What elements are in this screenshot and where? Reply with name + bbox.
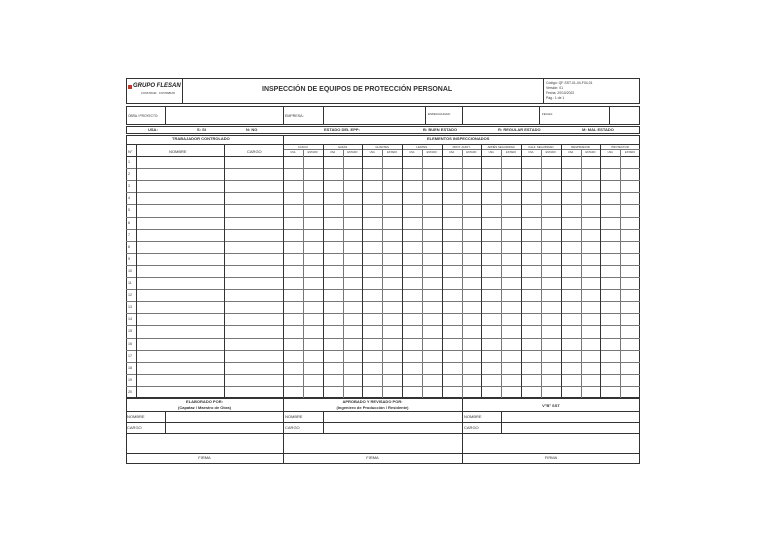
grid-line [481, 144, 482, 398]
grid-line [283, 135, 284, 398]
estado-subheader: ESTADO [387, 151, 398, 154]
row-number: 6 [128, 220, 130, 225]
row-number: 3 [128, 184, 130, 189]
legend-no: N: NO [246, 127, 258, 132]
row-number: 7 [128, 232, 130, 237]
grid-line [136, 144, 137, 398]
usa-subheader: USA [369, 151, 375, 154]
usa-subheader: USA [528, 151, 534, 154]
legend-usa: USA: [148, 127, 158, 132]
estado-subheader: ESTADO [545, 151, 556, 154]
row-number: 17 [128, 353, 132, 358]
row-number: 8 [128, 244, 130, 249]
row-number: 9 [128, 256, 130, 261]
row-number: 19 [128, 377, 132, 382]
col-n-header: N° [128, 149, 133, 154]
row-number: 16 [128, 341, 132, 346]
element-header: GUANTES [375, 145, 389, 149]
estado-subheader: ESTADO [466, 151, 477, 154]
cargo-label-1: CARGO [127, 425, 142, 430]
grid-line [620, 149, 621, 398]
grid-line [521, 144, 522, 398]
doc-version: Versión: 01 [546, 86, 563, 90]
row-number: 12 [128, 293, 132, 298]
grid-line [402, 144, 403, 398]
element-header: LENTES [416, 145, 428, 149]
usa-subheader: USA [330, 151, 336, 154]
grid-line [581, 149, 582, 398]
firma-label-2: FIRMA [366, 455, 379, 460]
element-header: ARNÉS SEGURIDAD [487, 145, 515, 149]
legend-estado: ESTADO DEL EPP: [324, 127, 360, 132]
grid-line [382, 149, 383, 398]
element-header: CALZ. SEGURIDAD [528, 145, 554, 149]
legend-malo: M: MAL ESTADO [582, 127, 614, 132]
usa-subheader: USA [568, 151, 574, 154]
empresa-label: EMPRESA: [285, 114, 304, 118]
cargo-label-2: CARGO [285, 425, 300, 430]
usa-subheader: USA [488, 151, 494, 154]
logo-tagline: CONSTRUIR · CONTRIBUIR [141, 92, 175, 95]
firma-label-1: FIRMA [198, 455, 211, 460]
row-number: 5 [128, 208, 130, 213]
nombre-label-2: NOMBRE [285, 414, 303, 419]
grid-line [541, 149, 542, 398]
cargo-label-3: CARGO [464, 425, 479, 430]
especialidad-label: ESPECIALIDAD: [428, 112, 451, 116]
page-title: INSPECCIÓN DE EQUIPOS DE PROTECCIÓN PERSONAL [262, 86, 453, 93]
col-cargo-header: CARGO [247, 149, 262, 154]
grid-line [442, 144, 443, 398]
estado-subheader: ESTADO [307, 151, 318, 154]
grid-line [422, 149, 423, 398]
elementos-header: ELEMENTOS INSPECCIONADOS [427, 136, 490, 141]
legend-bueno: B: BUEN ESTADO [423, 127, 458, 132]
aprobado-sub: (Ingeniero de Producción / Residente) [336, 405, 409, 410]
grid-line [501, 149, 502, 398]
row-number: 20 [128, 389, 132, 394]
row-number: 2 [128, 172, 130, 177]
element-header: PROTECTOR [611, 145, 629, 149]
grid-line [362, 144, 363, 398]
legend-regular: R: REGULAR ESTADO [498, 127, 541, 132]
vb-sst: V°B° SST [542, 403, 560, 408]
estado-subheader: ESTADO [426, 151, 437, 154]
doc-page: Pág.: 1 de 1 [546, 96, 565, 100]
obra-label: OBRA / PROYECTO: [128, 114, 159, 118]
nombre-label-1: NOMBRE [127, 414, 145, 419]
grid-line [323, 144, 324, 398]
row-number: 4 [128, 196, 130, 201]
doc-code: Código: QF-SST-01-04-F04-01 [546, 81, 593, 85]
grid-line [126, 144, 283, 145]
grid-line [303, 149, 304, 398]
grid-line [561, 144, 562, 398]
fecha-label: FECHA: [542, 112, 554, 116]
grid-line [600, 144, 601, 398]
project-info-row [126, 106, 640, 125]
grid-line [343, 149, 344, 398]
usa-subheader: USA [607, 151, 613, 154]
usa-subheader: USA [409, 151, 415, 154]
firma-label-3: FIRMA [544, 455, 558, 460]
estado-subheader: ESTADO [625, 151, 636, 154]
element-header: GAFAS [337, 145, 348, 149]
row-number: 11 [128, 281, 132, 285]
usa-subheader: USA [290, 151, 296, 154]
element-header: PROT. AUDIT. [452, 145, 471, 149]
row-number: 15 [128, 329, 132, 334]
col-nombre-header: NOMBRE [169, 149, 187, 154]
elaborado-title: ELABORADO POR: [186, 399, 223, 404]
element-header: CASCO [297, 145, 308, 149]
logo-brand: GRUPO FLESAN [133, 83, 181, 89]
usa-subheader: USA [449, 151, 455, 154]
element-header: RESPIRADOR [571, 145, 590, 149]
grid-line [462, 149, 463, 398]
legend-si: S: SI [197, 127, 206, 132]
aprobado-title: APROBADO Y REVISADO POR: [342, 399, 403, 404]
row-number: 13 [128, 305, 132, 310]
estado-subheader: ESTADO [585, 151, 596, 154]
grid-line [224, 144, 225, 398]
row-number: 1 [128, 160, 130, 164]
elaborado-sub: (Capataz / Maestro de Obra) [178, 405, 231, 410]
logo-mark [128, 85, 132, 89]
trabajador-header: TRABAJADOR CONTROLADO [172, 136, 230, 141]
nombre-label-3: NOMBRE [464, 414, 482, 419]
row-number: 10 [128, 268, 132, 273]
estado-subheader: ESTADO [347, 151, 358, 154]
row-number: 14 [128, 317, 132, 322]
doc-date: Fecha: 20/10/2022 [546, 91, 575, 95]
row-number: 18 [128, 365, 132, 370]
estado-subheader: ESTADO [506, 151, 517, 154]
